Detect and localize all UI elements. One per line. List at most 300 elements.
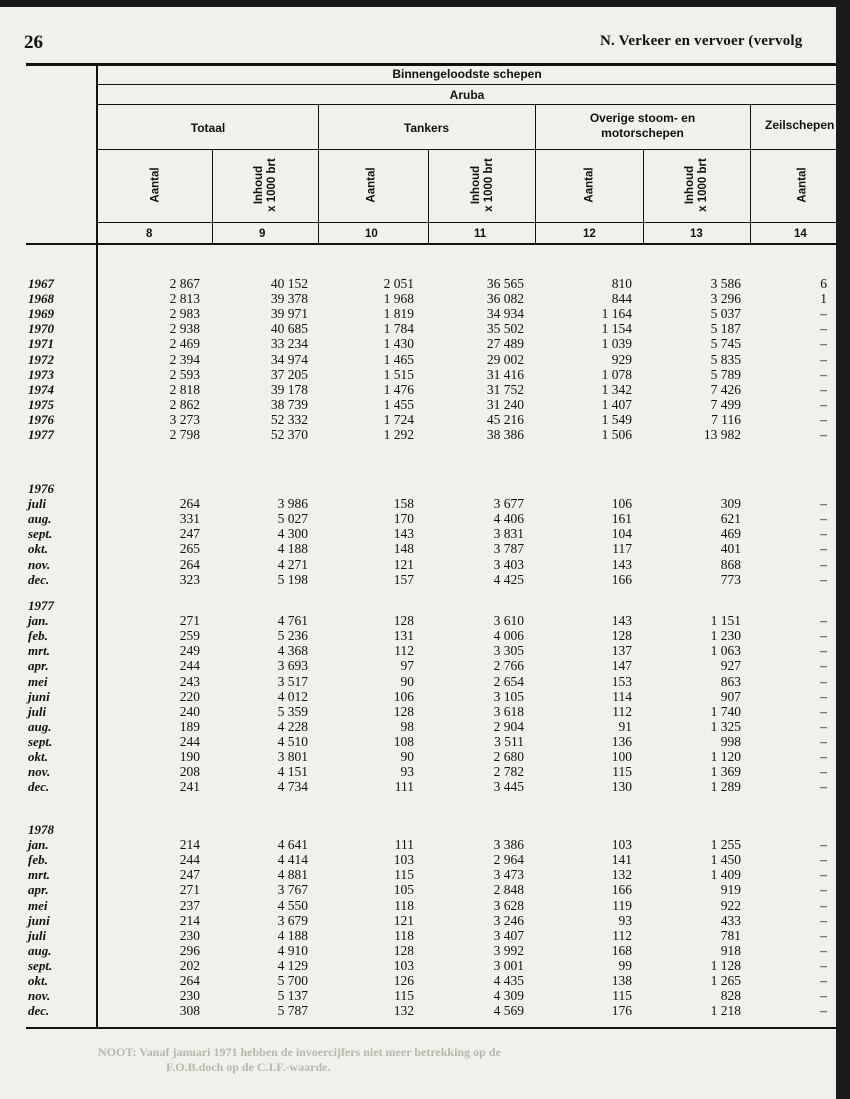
cell-c14: – [820, 412, 827, 427]
cell-c9: 5 137 [277, 988, 308, 1003]
cell-c9: 4 881 [277, 867, 308, 882]
cell-c12: 1 164 [601, 306, 632, 321]
cell-c8: 2 867 [169, 276, 200, 291]
cell-c12: 119 [612, 898, 632, 913]
cell-c14: – [820, 321, 827, 336]
cell-c9: 4 510 [277, 734, 308, 749]
cell-c9: 4 761 [277, 613, 308, 628]
cell-c10: 148 [393, 541, 414, 556]
cell-c12: 112 [612, 704, 632, 719]
cell-c10: 111 [394, 779, 414, 794]
cell-c13: 1 450 [710, 852, 741, 867]
row-label: 1968 [28, 291, 54, 306]
cell-c9: 3 517 [277, 674, 308, 689]
cell-c10: 106 [393, 689, 414, 704]
cell-c12: 115 [612, 988, 632, 1003]
cell-c10: 126 [393, 973, 414, 988]
cell-c10: 128 [393, 704, 414, 719]
cell-c11: 3 831 [493, 526, 524, 541]
row-label: 1972 [28, 352, 54, 367]
cell-c10: 170 [393, 511, 414, 526]
cell-c10: 121 [393, 557, 414, 572]
cell-c10: 131 [393, 628, 414, 643]
cell-c14: – [820, 749, 827, 764]
cell-c13: 863 [720, 674, 741, 689]
cell-c8: 230 [179, 988, 200, 1003]
cell-c10: 1 819 [383, 306, 414, 321]
row-label: mrt. [28, 643, 51, 658]
cell-c10: 108 [393, 734, 414, 749]
cell-c14: – [820, 427, 827, 442]
cell-c10: 1 784 [383, 321, 414, 336]
row-label: 1969 [28, 306, 54, 321]
cell-c13: 1 369 [710, 764, 741, 779]
cell-c14: – [820, 867, 827, 882]
cell-c11: 4 569 [493, 1003, 524, 1018]
cell-c13: 5 745 [710, 336, 741, 351]
cell-c12: 143 [611, 557, 632, 572]
row-label: 1976 [28, 412, 54, 427]
cell-c14: – [820, 719, 827, 734]
column-number-11: 11 [474, 228, 487, 240]
column-number-9: 9 [259, 228, 266, 240]
location-header-rule [98, 104, 836, 105]
cell-c8: 323 [179, 572, 200, 587]
cell-c9: 4 271 [277, 557, 308, 572]
cell-c11: 4 435 [493, 973, 524, 988]
cell-c14: – [820, 541, 827, 556]
cell-c14: – [820, 1003, 827, 1018]
cell-c12: 128 [611, 628, 632, 643]
cell-c14: – [820, 557, 827, 572]
cell-c12: 1 078 [601, 367, 632, 382]
cell-c14: 6 [820, 276, 827, 291]
section-overige-line2: motorschepen [601, 126, 684, 140]
cell-c8: 264 [179, 557, 200, 572]
cell-c11: 3 511 [494, 734, 524, 749]
subheader-inhoud-13 [684, 158, 710, 212]
header-bottom-rule [26, 243, 836, 245]
column-number-13: 13 [690, 228, 703, 240]
cell-c12: 161 [611, 511, 632, 526]
row-label: apr. [28, 882, 49, 897]
cell-c13: 927 [720, 658, 741, 673]
cell-c13: 1 120 [710, 749, 741, 764]
table-bottom-rule [26, 1027, 836, 1029]
row-label: mei [28, 898, 48, 913]
cell-c13: 5 835 [710, 352, 741, 367]
cell-c8: 237 [179, 898, 200, 913]
cell-c13: 919 [720, 882, 741, 897]
cell-c11: 3 105 [493, 689, 524, 704]
cell-c10: 112 [394, 643, 414, 658]
cell-c11: 3 618 [493, 704, 524, 719]
cell-c12: 147 [611, 658, 632, 673]
cell-c9: 4 188 [277, 928, 308, 943]
cell-c8: 244 [179, 852, 200, 867]
cell-c10: 93 [400, 764, 414, 779]
cell-c8: 202 [179, 958, 200, 973]
cell-c13: 1 128 [710, 958, 741, 973]
cell-c8: 2 862 [169, 397, 200, 412]
cell-c14: – [820, 367, 827, 382]
cell-c10: 1 430 [383, 336, 414, 351]
subheader-inhoud-11-line2: x 1000 brt [483, 158, 495, 212]
cell-c14: – [820, 382, 827, 397]
cell-c11: 2 904 [493, 719, 524, 734]
subheader-aantal-14: Aantal [796, 167, 809, 203]
column-number-8: 8 [146, 228, 153, 240]
footnote-line1: NOOT: Vanaf januari 1971 hebben de invoercijfers niet meer betrekking op de [98, 1045, 501, 1059]
cell-c9: 4 129 [277, 958, 308, 973]
cell-c10: 157 [393, 572, 414, 587]
subheader-inhoud-11 [470, 158, 496, 212]
cell-c9: 3 693 [277, 658, 308, 673]
cell-c11: 45 216 [486, 412, 524, 427]
cell-c8: 208 [179, 764, 200, 779]
cell-c13: 1 289 [710, 779, 741, 794]
cell-c11: 3 610 [493, 613, 524, 628]
cell-c13: 1 740 [710, 704, 741, 719]
cell-c12: 112 [612, 928, 632, 943]
section-totaal: Totaal [190, 121, 226, 135]
cell-c13: 1 063 [710, 643, 741, 658]
group-header-rule [98, 84, 836, 85]
cell-c8: 241 [179, 779, 200, 794]
cell-c12: 1 506 [601, 427, 632, 442]
cell-c9: 5 236 [277, 628, 308, 643]
cell-c13: 1 218 [710, 1003, 741, 1018]
cell-c10: 115 [394, 988, 414, 1003]
cell-c9: 3 801 [277, 749, 308, 764]
cell-c14: – [820, 913, 827, 928]
cell-c10: 158 [393, 496, 414, 511]
row-label: apr. [28, 658, 49, 673]
cell-c12: 103 [611, 837, 632, 852]
cell-c14: – [820, 306, 827, 321]
cell-c11: 2 654 [493, 674, 524, 689]
row-label: juli [28, 496, 47, 511]
row-label: 1976 [28, 481, 54, 496]
cell-c9: 39 378 [270, 291, 308, 306]
cell-c11: 38 386 [486, 427, 524, 442]
cell-c12: 136 [611, 734, 632, 749]
cell-c14: – [820, 526, 827, 541]
cell-c12: 104 [611, 526, 632, 541]
cell-c9: 4 734 [277, 779, 308, 794]
cell-c9: 5 359 [277, 704, 308, 719]
row-label: feb. [28, 628, 48, 643]
row-label: aug. [28, 511, 52, 526]
subheader-aantal-12: Aantal [583, 167, 596, 203]
cell-c10: 1 515 [383, 367, 414, 382]
cell-c14: – [820, 643, 827, 658]
page-edge-shadow [836, 0, 850, 1099]
cell-c10: 98 [400, 719, 414, 734]
cell-c12: 141 [611, 852, 632, 867]
cell-c13: 5 789 [710, 367, 741, 382]
cell-c11: 3 445 [493, 779, 524, 794]
col-rule-10-11 [428, 149, 429, 244]
cell-c11: 31 416 [486, 367, 524, 382]
row-label: dec. [28, 779, 50, 794]
cell-c13: 7 499 [710, 397, 741, 412]
cell-c12: 99 [618, 958, 632, 973]
cell-c13: 1 255 [710, 837, 741, 852]
cell-c13: 781 [720, 928, 741, 943]
cell-c9: 4 228 [277, 719, 308, 734]
row-label: 1970 [28, 321, 54, 336]
cell-c12: 143 [611, 613, 632, 628]
cell-c9: 4 151 [277, 764, 308, 779]
cell-c11: 3 403 [493, 557, 524, 572]
running-title: N. Verkeer en vervoer (vervolg [600, 33, 803, 49]
row-label: feb. [28, 852, 48, 867]
row-label: juni [28, 689, 50, 704]
cell-c12: 1 342 [601, 382, 632, 397]
cell-c9: 5 787 [277, 1003, 308, 1018]
cell-c14: – [820, 837, 827, 852]
cell-c13: 828 [720, 988, 741, 1003]
cell-c14: – [820, 511, 827, 526]
cell-c10: 1 465 [383, 352, 414, 367]
cell-c8: 2 818 [169, 382, 200, 397]
cell-c8: 2 798 [169, 427, 200, 442]
cell-c13: 998 [720, 734, 741, 749]
cell-c8: 2 983 [169, 306, 200, 321]
subheader-rule [98, 222, 836, 223]
footnote [98, 1045, 501, 1075]
cell-c11: 4 425 [493, 572, 524, 587]
cell-c14: – [820, 988, 827, 1003]
cell-c13: 1 151 [710, 613, 741, 628]
cell-c9: 4 188 [277, 541, 308, 556]
cell-c9: 39 971 [270, 306, 308, 321]
cell-c11: 31 752 [486, 382, 524, 397]
cell-c8: 2 813 [169, 291, 200, 306]
cell-c13: 918 [720, 943, 741, 958]
cell-c13: 1 409 [710, 867, 741, 882]
col-rule-12-13 [643, 149, 644, 244]
subheader-inhoud-13-line2: x 1000 brt [697, 158, 709, 212]
cell-c9: 34 974 [270, 352, 308, 367]
cell-c13: 433 [720, 913, 741, 928]
cell-c9: 4 641 [277, 837, 308, 852]
row-label: 1977 [28, 598, 54, 613]
cell-c9: 3 767 [277, 882, 308, 897]
cell-c14: – [820, 336, 827, 351]
cell-c8: 249 [179, 643, 200, 658]
cell-c9: 3 679 [277, 913, 308, 928]
section-overige-line1: Overige stoom- en [589, 111, 696, 125]
row-label: 1974 [28, 382, 54, 397]
cell-c13: 5 187 [710, 321, 741, 336]
subheader-inhoud-9-line2: x 1000 brt [266, 158, 278, 212]
cell-c14: – [820, 704, 827, 719]
cell-c10: 103 [393, 852, 414, 867]
cell-c12: 114 [612, 689, 632, 704]
cell-c14: – [820, 764, 827, 779]
cell-c14: – [820, 779, 827, 794]
row-label: mrt. [28, 867, 51, 882]
cell-c13: 907 [720, 689, 741, 704]
row-label: 1973 [28, 367, 54, 382]
cell-c12: 93 [618, 913, 632, 928]
cell-c12: 1 549 [601, 412, 632, 427]
cell-c8: 244 [179, 734, 200, 749]
cell-c9: 5 700 [277, 973, 308, 988]
cell-c11: 2 782 [493, 764, 524, 779]
cell-c9: 40 685 [270, 321, 308, 336]
column-number-12: 12 [583, 228, 596, 240]
cell-c10: 90 [400, 749, 414, 764]
cell-c9: 4 414 [277, 852, 308, 867]
cell-c12: 100 [611, 749, 632, 764]
cell-c12: 117 [612, 541, 632, 556]
cell-c9: 33 234 [270, 336, 308, 351]
row-label: nov. [28, 988, 51, 1003]
cell-c10: 103 [393, 958, 414, 973]
row-label: juli [28, 704, 47, 719]
cell-c14: 1 [820, 291, 827, 306]
row-label: 1978 [28, 822, 54, 837]
cell-c8: 264 [179, 973, 200, 988]
cell-c8: 240 [179, 704, 200, 719]
cell-c11: 4 406 [493, 511, 524, 526]
row-label: sept. [28, 734, 53, 749]
cell-c14: – [820, 943, 827, 958]
cell-c13: 7 426 [710, 382, 741, 397]
cell-c11: 3 407 [493, 928, 524, 943]
top-edge [0, 0, 850, 7]
row-label: okt. [28, 749, 48, 764]
row-label: jan. [28, 613, 49, 628]
col-rule-8-9 [212, 149, 213, 244]
cell-c10: 111 [394, 837, 414, 852]
group-header: Binnengeloodste schepen [392, 67, 542, 81]
cell-c14: – [820, 973, 827, 988]
cell-c8: 247 [179, 526, 200, 541]
cell-c13: 621 [720, 511, 741, 526]
cell-c8: 3 273 [169, 412, 200, 427]
row-label: juli [28, 928, 47, 943]
cell-c8: 308 [179, 1003, 200, 1018]
row-label: 1975 [28, 397, 54, 412]
cell-c14: – [820, 734, 827, 749]
cell-c10: 143 [393, 526, 414, 541]
cell-c13: 3 296 [710, 291, 741, 306]
cell-c9: 4 368 [277, 643, 308, 658]
cell-c13: 5 037 [710, 306, 741, 321]
cell-c9: 52 332 [270, 412, 308, 427]
location-header: Aruba [449, 88, 485, 102]
subheader-aantal-10: Aantal [365, 167, 378, 203]
cell-c12: 1 154 [601, 321, 632, 336]
cell-c13: 868 [720, 557, 741, 572]
col-rule-tankers-overige [535, 104, 536, 244]
cell-c11: 4 006 [493, 628, 524, 643]
cell-c11: 36 565 [486, 276, 524, 291]
cell-c12: 1 407 [601, 397, 632, 412]
row-label: 1971 [28, 336, 54, 351]
cell-c13: 1 265 [710, 973, 741, 988]
cell-c10: 2 051 [383, 276, 414, 291]
cell-c11: 27 489 [486, 336, 524, 351]
cell-c13: 773 [720, 572, 741, 587]
subheader-inhoud-9 [253, 158, 279, 212]
cell-c11: 4 309 [493, 988, 524, 1003]
cell-c12: 91 [618, 719, 632, 734]
cell-c12: 138 [611, 973, 632, 988]
cell-c13: 922 [720, 898, 741, 913]
cell-c10: 1 968 [383, 291, 414, 306]
page-number: 26 [24, 32, 43, 53]
row-label: dec. [28, 572, 50, 587]
cell-c8: 2 938 [169, 321, 200, 336]
subheader-inhoud-9-line1: Inhoud [253, 165, 265, 205]
cell-c14: – [820, 852, 827, 867]
cell-c10: 115 [394, 867, 414, 882]
cell-c10: 132 [393, 1003, 414, 1018]
section-header-rule [98, 149, 836, 150]
cell-c8: 265 [179, 541, 200, 556]
cell-c12: 106 [611, 496, 632, 511]
cell-c11: 31 240 [486, 397, 524, 412]
cell-c11: 2 848 [493, 882, 524, 897]
cell-c13: 13 982 [703, 427, 741, 442]
cell-c14: – [820, 928, 827, 943]
row-label: sept. [28, 958, 53, 973]
cell-c9: 3 986 [277, 496, 308, 511]
cell-c13: 401 [720, 541, 741, 556]
cell-c11: 29 002 [486, 352, 524, 367]
row-label: aug. [28, 943, 52, 958]
row-label: nov. [28, 557, 51, 572]
row-label: 1977 [28, 427, 54, 442]
cell-c10: 1 292 [383, 427, 414, 442]
cell-c8: 220 [179, 689, 200, 704]
cell-c11: 2 766 [493, 658, 524, 673]
cell-c9: 4 012 [277, 689, 308, 704]
row-label: juni [28, 913, 50, 928]
cell-c9: 5 027 [277, 511, 308, 526]
cell-c8: 244 [179, 658, 200, 673]
cell-c14: – [820, 352, 827, 367]
cell-c9: 5 198 [277, 572, 308, 587]
cell-c11: 3 386 [493, 837, 524, 852]
cell-c11: 2 680 [493, 749, 524, 764]
column-number-10: 10 [365, 228, 378, 240]
cell-c13: 1 230 [710, 628, 741, 643]
cell-c10: 128 [393, 943, 414, 958]
cell-c8: 2 593 [169, 367, 200, 382]
cell-c12: 176 [611, 1003, 632, 1018]
row-label: nov. [28, 764, 51, 779]
cell-c10: 118 [394, 928, 414, 943]
cell-c14: – [820, 898, 827, 913]
column-number-14: 14 [794, 228, 807, 240]
stub-column-rule [96, 63, 98, 1027]
row-label: okt. [28, 541, 48, 556]
cell-c10: 128 [393, 613, 414, 628]
cell-c11: 34 934 [486, 306, 524, 321]
cell-c10: 1 476 [383, 382, 414, 397]
cell-c11: 36 082 [486, 291, 524, 306]
cell-c9: 4 300 [277, 526, 308, 541]
row-label: jan. [28, 837, 49, 852]
section-zeilschepen: Zeilschepen [765, 118, 835, 132]
cell-c8: 264 [179, 496, 200, 511]
